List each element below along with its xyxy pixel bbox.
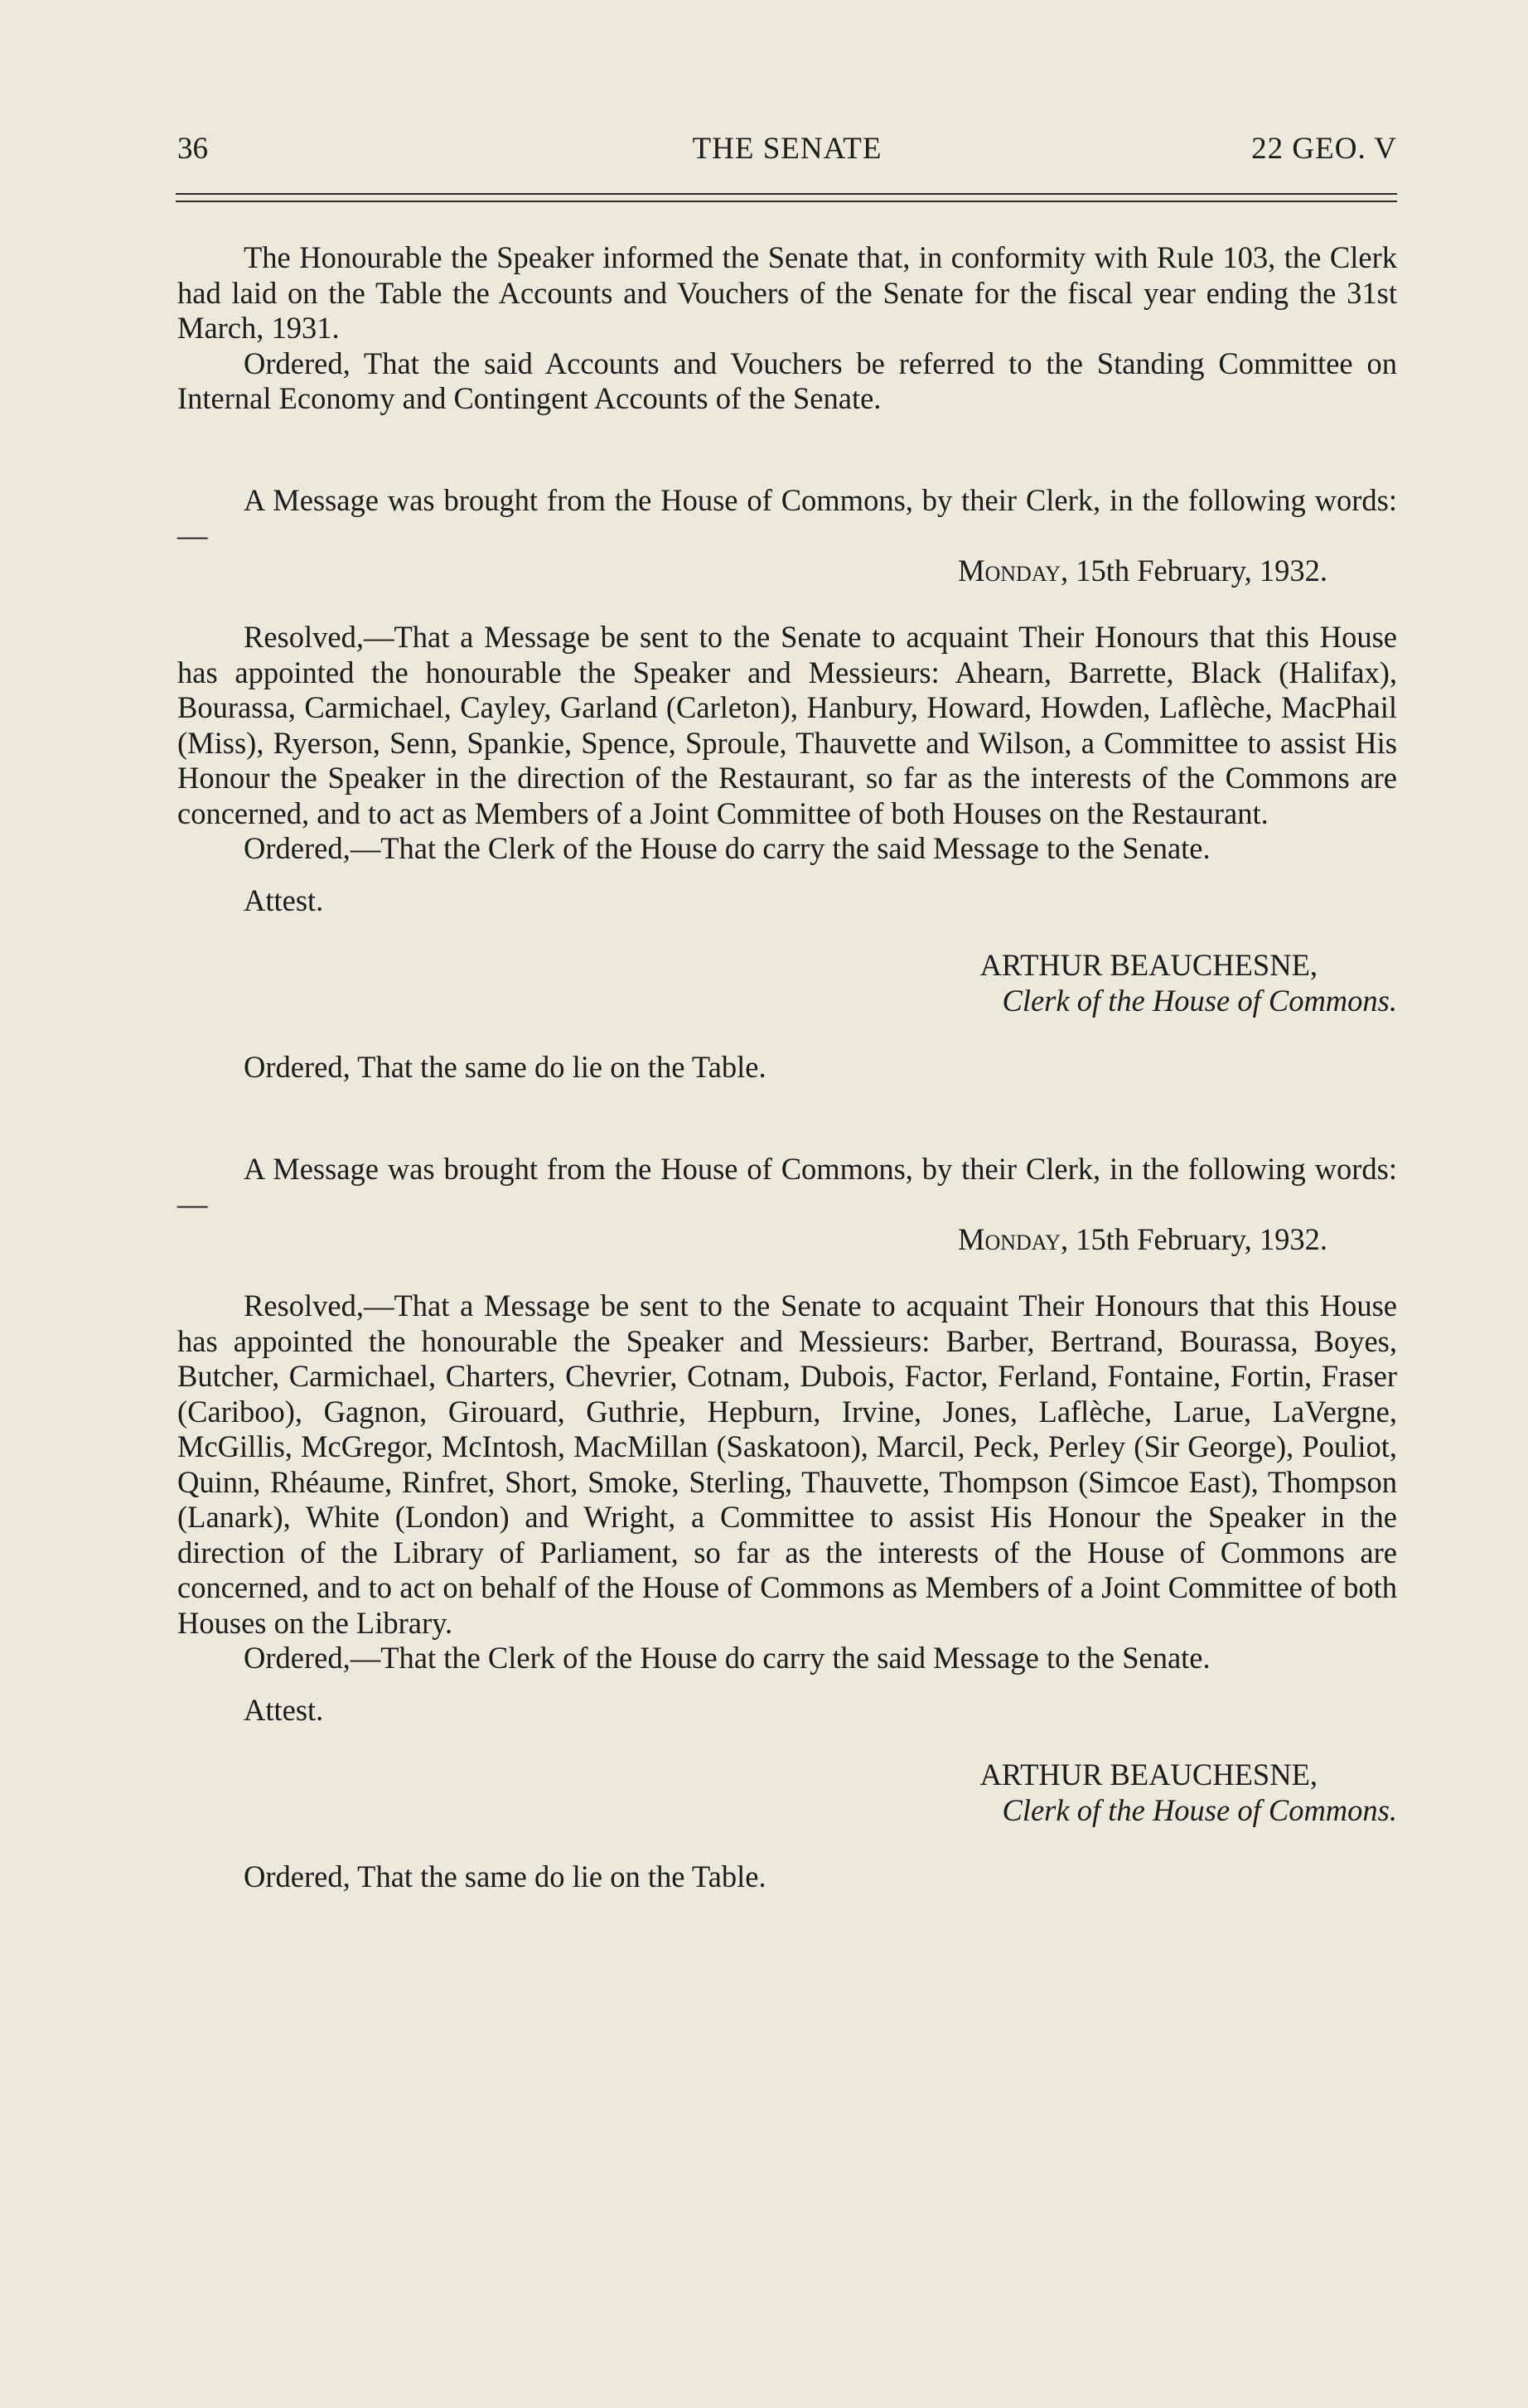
document-body	[177, 240, 1397, 1895]
paragraph-accounts-tabled: The Honourable the Speaker informed the Senate that, in conformity with Rule 103, the Clerk had laid on the Table the Accounts and Vouchers of the Senate for the fiscal year ending the 31st March, 1931.	[177, 240, 1397, 345]
paragraph-message-intro-2: A Message was brought from the House of Commons, by their Clerk, in the following words:—	[177, 1151, 1397, 1221]
paragraph-accounts-referred: Ordered, That the said Accounts and Vouchers be referred to the Standing Committee on Internal Economy and Contingent Accounts of the Senate.	[177, 346, 1397, 415]
paragraph-carry-message-2: Ordered,—That the Clerk of the House do carry the said Message to the Senate.	[244, 1641, 1211, 1675]
paragraph-restaurant-resolution: Resolved,—That a Message be sent to the Senate to acquaint Their Honours that this House has appointed the honourable the Speaker and Messieurs: Ahearn, Barrette, Black (Halifax), Bourassa, Carmichael, Cayley, Garland (Carleton), Hanbury, Howard, Howden, Laflèche, MacPhail (Miss), Ryerson, Senn, Spankie, Spence, Sproule, Thauvette and Wilson, a Committee to assist His Honour the Speaker in the direction of the Restaurant, so far as the interests of the Commons are concerned, and to act as Members of a Joint Committee of both Houses on the Restaurant.	[177, 620, 1397, 830]
message-date-1	[177, 554, 1397, 589]
date-rest-1: , 15th February, 1932.	[1060, 553, 1327, 587]
attest-1: Attest.	[244, 882, 324, 917]
page-number: 36	[177, 132, 208, 166]
date-rest-2: , 15th February, 1932.	[1060, 1221, 1327, 1256]
signature-name-1: ARTHUR BEAUCHESNE,	[979, 948, 1318, 982]
paragraph-lie-on-table-2: Ordered, That the same do lie on the Table.	[244, 1859, 766, 1893]
regnal-year: 22 GEO. V	[1251, 132, 1397, 166]
message-date-2	[177, 1222, 1397, 1258]
header-rule-top	[176, 193, 1397, 195]
paragraph-library-resolution: Resolved,—That a Message be sent to the Senate to acquaint Their Honours that this House has appointed the honourable the Speaker and Messieurs: Barber, Bertrand, Bourassa, Boyes, Butcher, Carmichael, Charters, Chevrier, Cotnam, Dubois, Factor, Ferland, Fontaine, Fortin, Fraser (Cariboo), Gagnon, Girouard, Guthrie, Hepburn, Irvine, Jones, Laflèche, Larue, LaVergne, McGillis, McGregor, McIntosh, MacMillan (Saskatoon), Marcil, Peck, Perley (Sir George), Pouliot, Quinn, Rhéaume, Rinfret, Short, Smoke, Sterling, Thauvette, Thompson (Simcoe East), Thompson (Lanark), White (London) and Wright, a Committee to assist His Honour the Speaker in the direction of the Library of Parliament, so far as the interests of the House of Commons are concerned, and to act on behalf of the House of Commons as Members of a Joint Committee of both Houses on the Library.	[177, 1289, 1397, 1640]
date-day-1: Monday	[958, 553, 1061, 587]
paragraph-lie-on-table-1: Ordered, That the same do lie on the Table.	[244, 1050, 766, 1084]
header-rule-bottom	[176, 201, 1397, 202]
page-header	[177, 131, 1397, 172]
attest-2: Attest.	[244, 1692, 324, 1727]
running-title: THE SENATE	[692, 132, 882, 166]
signature-name-2: ARTHUR BEAUCHESNE,	[979, 1758, 1318, 1791]
date-day-2: Monday	[958, 1221, 1061, 1256]
signature-title-1: Clerk of the House of Commons.	[1002, 983, 1397, 1018]
paragraph-message-intro-1: A Message was brought from the House of Commons, by their Clerk, in the following words:—	[177, 482, 1397, 552]
paragraph-carry-message-1: Ordered,—That the Clerk of the House do carry the said Message to the Senate.	[244, 831, 1211, 865]
signature-title-2: Clerk of the House of Commons.	[1002, 1792, 1397, 1827]
